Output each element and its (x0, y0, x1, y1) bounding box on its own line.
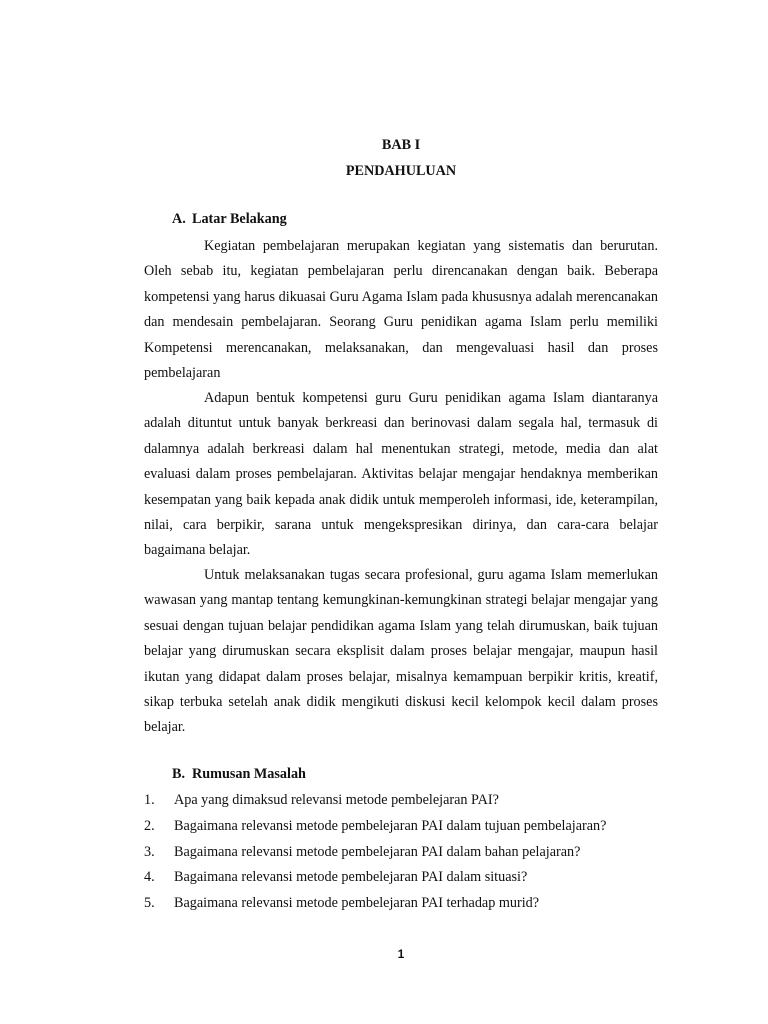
list-item-text: Apa yang dimaksud relevansi metode pembelejaran PAI? (174, 792, 499, 808)
list-item (144, 816, 664, 842)
section-b-letter: B. (172, 766, 186, 782)
paragraph-1-text: Kegiatan pembelajaran merupakan kegiatan yang sistematis dan berurutan. Oleh sebab itu, kegiatan pembelajaran perlu direncanakan dengan baik. Beberapa kompetensi yang harus dikuasai Guru Agama Islam pada khususnya adalah merencanakan dan mendesain pembelajaran. Seorang Guru penidikan agama Islam perlu memiliki Kompetensi merencanakan, melaksanakan, dan mengevaluasi hasil dan proses pembelajaran (144, 238, 658, 382)
list-item-number: 5. (144, 895, 155, 912)
list-item (144, 893, 664, 919)
section-b-heading (172, 766, 306, 783)
list-item-number: 2. (144, 817, 155, 834)
paragraph-2 (144, 386, 658, 564)
paragraph-2-text: Adapun bentuk kompetensi guru Guru penidikan agama Islam diantaranya adalah dituntut untuk banyak berkreasi dan berinovasi dalam segala hal, termasuk di dalamnya adalah berkreasi dalam hal menentukan strategi, metode, media dan alat evaluasi dalam proses pembelajaran. Aktivitas belajar mengajar hendaknya memberikan kesempatan yang baik kepada anak didik untuk memperoleh informasi, ide, keterampilan, nilai, cara berpikir, sarana untuk mengekspresikan dirinya, dan cara-cara belajar bagaimana belajar. (144, 390, 658, 559)
problem-list (144, 790, 664, 919)
list-item (144, 867, 664, 893)
list-item-text: Bagaimana relevansi metode pembelejaran PAI dalam tujuan pembelajaran? (174, 817, 607, 834)
paragraph-3-text: Untuk melaksanakan tugas secara profesional, guru agama Islam memerlukan wawasan yang mantap tentang kemungkinan-kemungkinan strategi belajar mengajar yang sesuai dengan tujuan belajar pendidikan agama Islam yang telah dirumuskan, baik tujuan belajar yang dirumuskan secara eksplisit dalam proses belajar mengajar, maupun hasil ikutan yang didapat dalam proses belajar, misalnya kemampuan berpikir kritis, kreatif, sikap terbuka setelah anak didik mengikuti diskusi kecil kelompok kecil dalam proses belajar. (144, 567, 658, 736)
list-item-number: 4. (144, 869, 155, 886)
list-item-number: 3. (144, 843, 155, 860)
list-item-number: 1. (144, 792, 155, 808)
chapter-number: BAB I (381, 137, 421, 153)
list-item-text: Bagaimana relevansi metode pembelejaran PAI dalam bahan pelajaran? (174, 843, 581, 860)
list-item (144, 790, 664, 816)
chapter-title: PENDAHULUAN (345, 163, 457, 179)
section-a-letter: A. (172, 211, 186, 227)
section-a-heading (172, 211, 287, 228)
section-b-title: Rumusan Masalah (192, 766, 306, 782)
paragraph-3 (144, 563, 658, 741)
list-item (144, 842, 664, 868)
list-item-text: Bagaimana relevansi metode pembelejaran PAI terhadap murid? (174, 895, 540, 912)
page-number: 1 (397, 947, 405, 961)
list-item-text: Bagaimana relevansi metode pembelejaran PAI dalam situasi? (174, 869, 528, 886)
paragraph-1 (144, 234, 658, 386)
section-a-title: Latar Belakang (192, 211, 287, 227)
